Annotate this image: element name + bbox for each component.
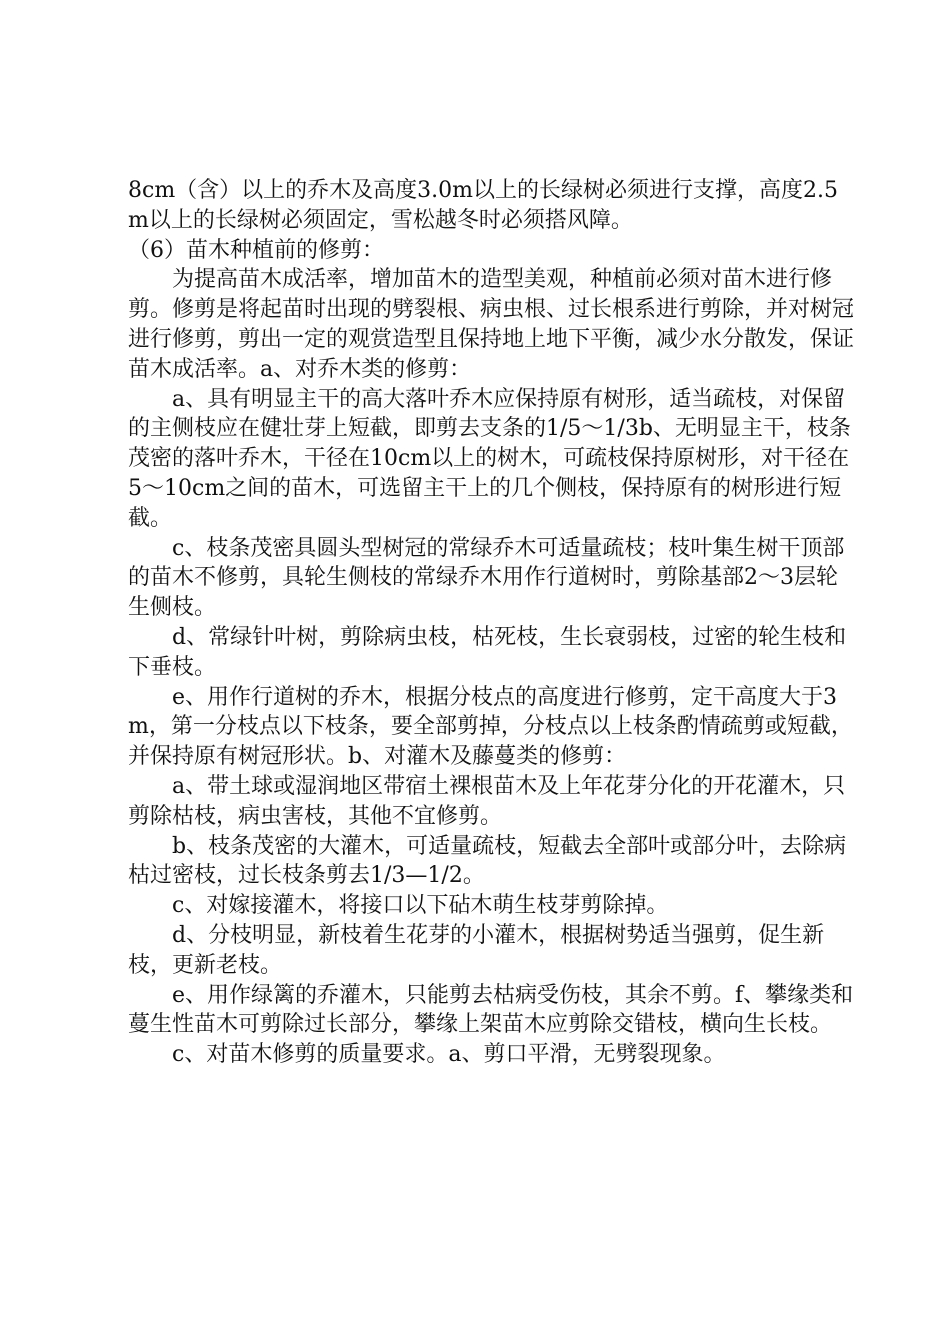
paragraph-tree-c: c、枝条茂密具圆头型树冠的常绿乔木可适量疏枝；枝叶集生树干顶部的苗木不修剪，具轮生侧枝的常绿乔木用作行道树时，剪除基部2～3层轮生侧枝。: [128, 535, 845, 621]
section-heading-pruning: （6）苗木种植前的修剪：: [128, 237, 384, 263]
paragraph-tree-e: e、用作行道树的乔木，根据分枝点的高度进行修剪，定干高度大于3m，第一分枝点以下枝条，要全部剪掉，分枝点以上枝条酌情疏剪或短截，并保持原有树冠形状。b、对灌木及藤蔓类的修剪：: [128, 684, 853, 770]
paragraph-tree-a: a、具有明显主干的高大落叶乔木应保持原有树形，适当疏枝，对保留的主侧枝应在健壮芽上短截，即剪去支条的1/5～1/3b、无明显主干，枝条茂密的落叶乔木，干径在10cm以上的树木，可疏枝保持原树形，对干径在5～10cm之间的苗木，可选留主干上的几个侧枝，保持原有的树形进行短截。: [128, 386, 851, 531]
document-body: [128, 176, 858, 1070]
paragraph-shrub-a: a、带土球或湿润地区带宿土裸根苗木及上年花芽分化的开花灌木，只剪除枯枝，病虫害枝，其他不宜修剪。: [128, 773, 846, 829]
paragraph-support: 8cm（含）以上的乔木及高度3.0m以上的长绿树必须进行支撑，高度2.5m以上的长绿树必须固定，雪松越冬时必须搭风障。: [128, 178, 839, 233]
paragraph-shrub-d: d、分枝明显，新枝着生花芽的小灌木，根据树势适当强剪，促生新枝，更新老枝。: [128, 922, 825, 978]
paragraph-shrub-e: e、用作绿篱的乔灌木，只能剪去枯病受伤枝，其余不剪。f、攀缘类和蔓生性苗木可剪除过长部分，攀缘上架苗木应剪除交错枝，横向生长枝。: [128, 982, 854, 1038]
paragraph-shrub-b: b、枝条茂密的大灌木，可适量疏枝，短截去全部叶或部分叶，去除病枯过密枝，过长枝条剪去1/3—1/2。: [128, 833, 847, 889]
paragraph-quality: c、对苗木修剪的质量要求。a、剪口平滑，无劈裂现象。: [128, 1042, 726, 1068]
paragraph-pruning-intro: 为提高苗木成活率，增加苗木的造型美观，种植前必须对苗木进行修剪。修剪是将起苗时出现的劈裂根、病虫根、过长根系进行剪除，并对树冠进行修剪，剪出一定的观赏造型且保持地上地下平衡，减少水分散发，保证苗木成活率。a、对乔木类的修剪：: [128, 267, 855, 382]
paragraph-tree-d: d、常绿针叶树，剪除病虫枝，枯死枝，生长衰弱枝，过密的轮生枝和下垂枝。: [128, 624, 847, 680]
paragraph-shrub-c: c、对嫁接灌木，将接口以下砧木萌生枝芽剪除掉。: [128, 893, 669, 919]
